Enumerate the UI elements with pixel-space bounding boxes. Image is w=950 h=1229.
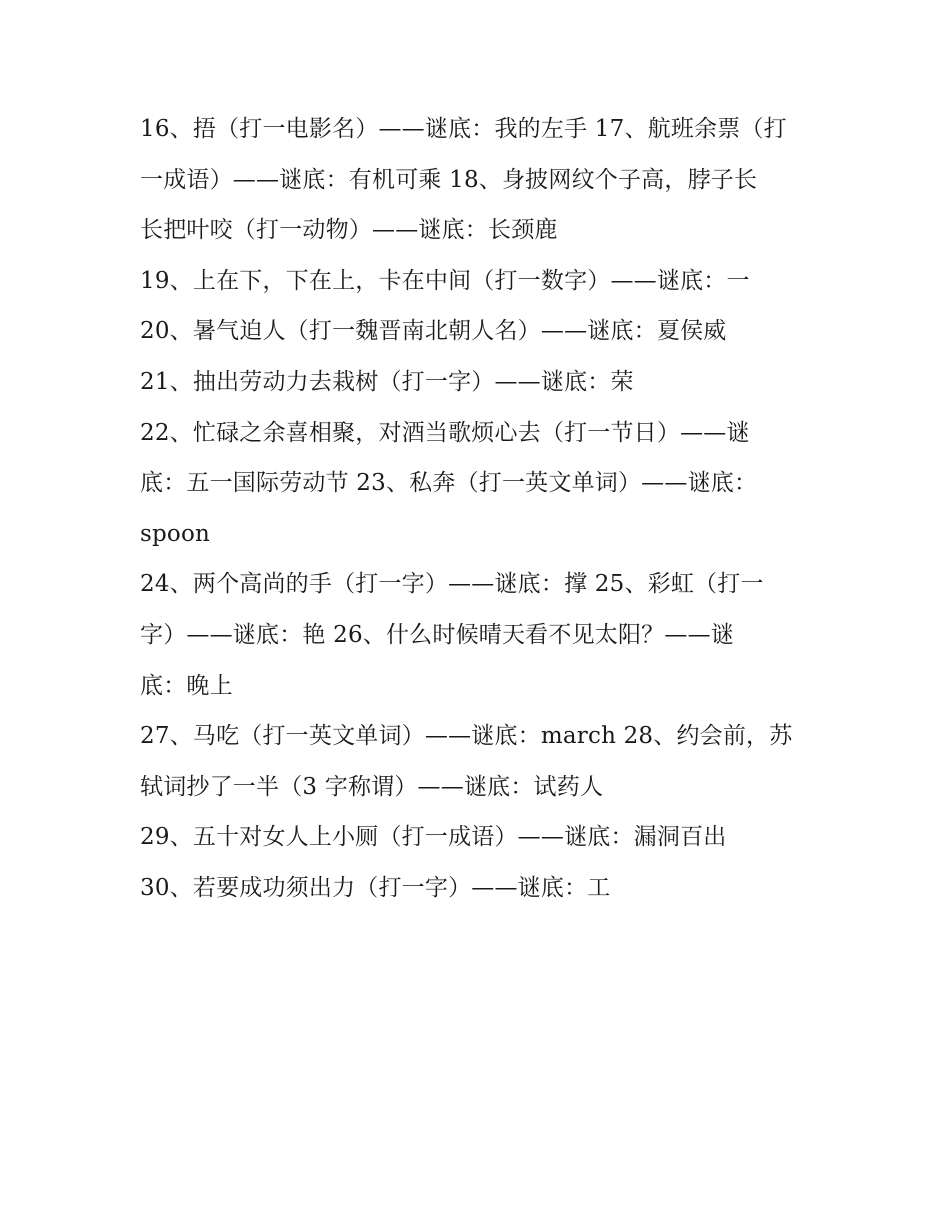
text-line: 19、上在下，下在上，卡在中间（打一数字）——谜底：一	[140, 267, 750, 294]
text-line: 字）——谜底：艳 26、什么时候晴天看不见太阳？——谜	[140, 621, 734, 648]
text-line: 20、暑气迫人（打一魏晋南北朝人名）——谜底：夏侯威	[140, 318, 727, 345]
document-body	[140, 104, 820, 914]
text-line: spoon	[140, 520, 211, 547]
text-line: 长把叶咬（打一动物）——谜底：长颈鹿	[140, 217, 558, 244]
text-line: 底：晚上	[140, 672, 233, 699]
text-line: 29、五十对女人上小厕（打一成语）——谜底：漏洞百出	[140, 824, 727, 851]
text-line: 24、两个高尚的手（打一字）——谜底：撑 25、彩虹（打一	[140, 571, 764, 598]
text-line: 22、忙碌之余喜相聚，对酒当歌烦心去（打一节日）——谜	[140, 419, 750, 446]
text-line: 27、马吃（打一英文单词）——谜底：march 28、约会前，苏	[140, 723, 793, 750]
text-line: 一成语）——谜底：有机可乘 18、身披网纹个子高，脖子长	[140, 166, 758, 193]
text-line: 16、捂（打一电影名）——谜底：我的左手 17、航班余票（打	[140, 116, 787, 142]
text-line: 轼词抄了一半（3 字称谓）——谜底：试药人	[140, 773, 604, 800]
text-line: 21、抽出劳动力去栽树（打一字）——谜底：荣	[140, 368, 634, 395]
text-line: 30、若要成功须出力（打一字）——谜底：工	[140, 874, 611, 901]
text-line: 底：五一国际劳动节 23、私奔（打一英文单词）——谜底：	[140, 470, 758, 497]
